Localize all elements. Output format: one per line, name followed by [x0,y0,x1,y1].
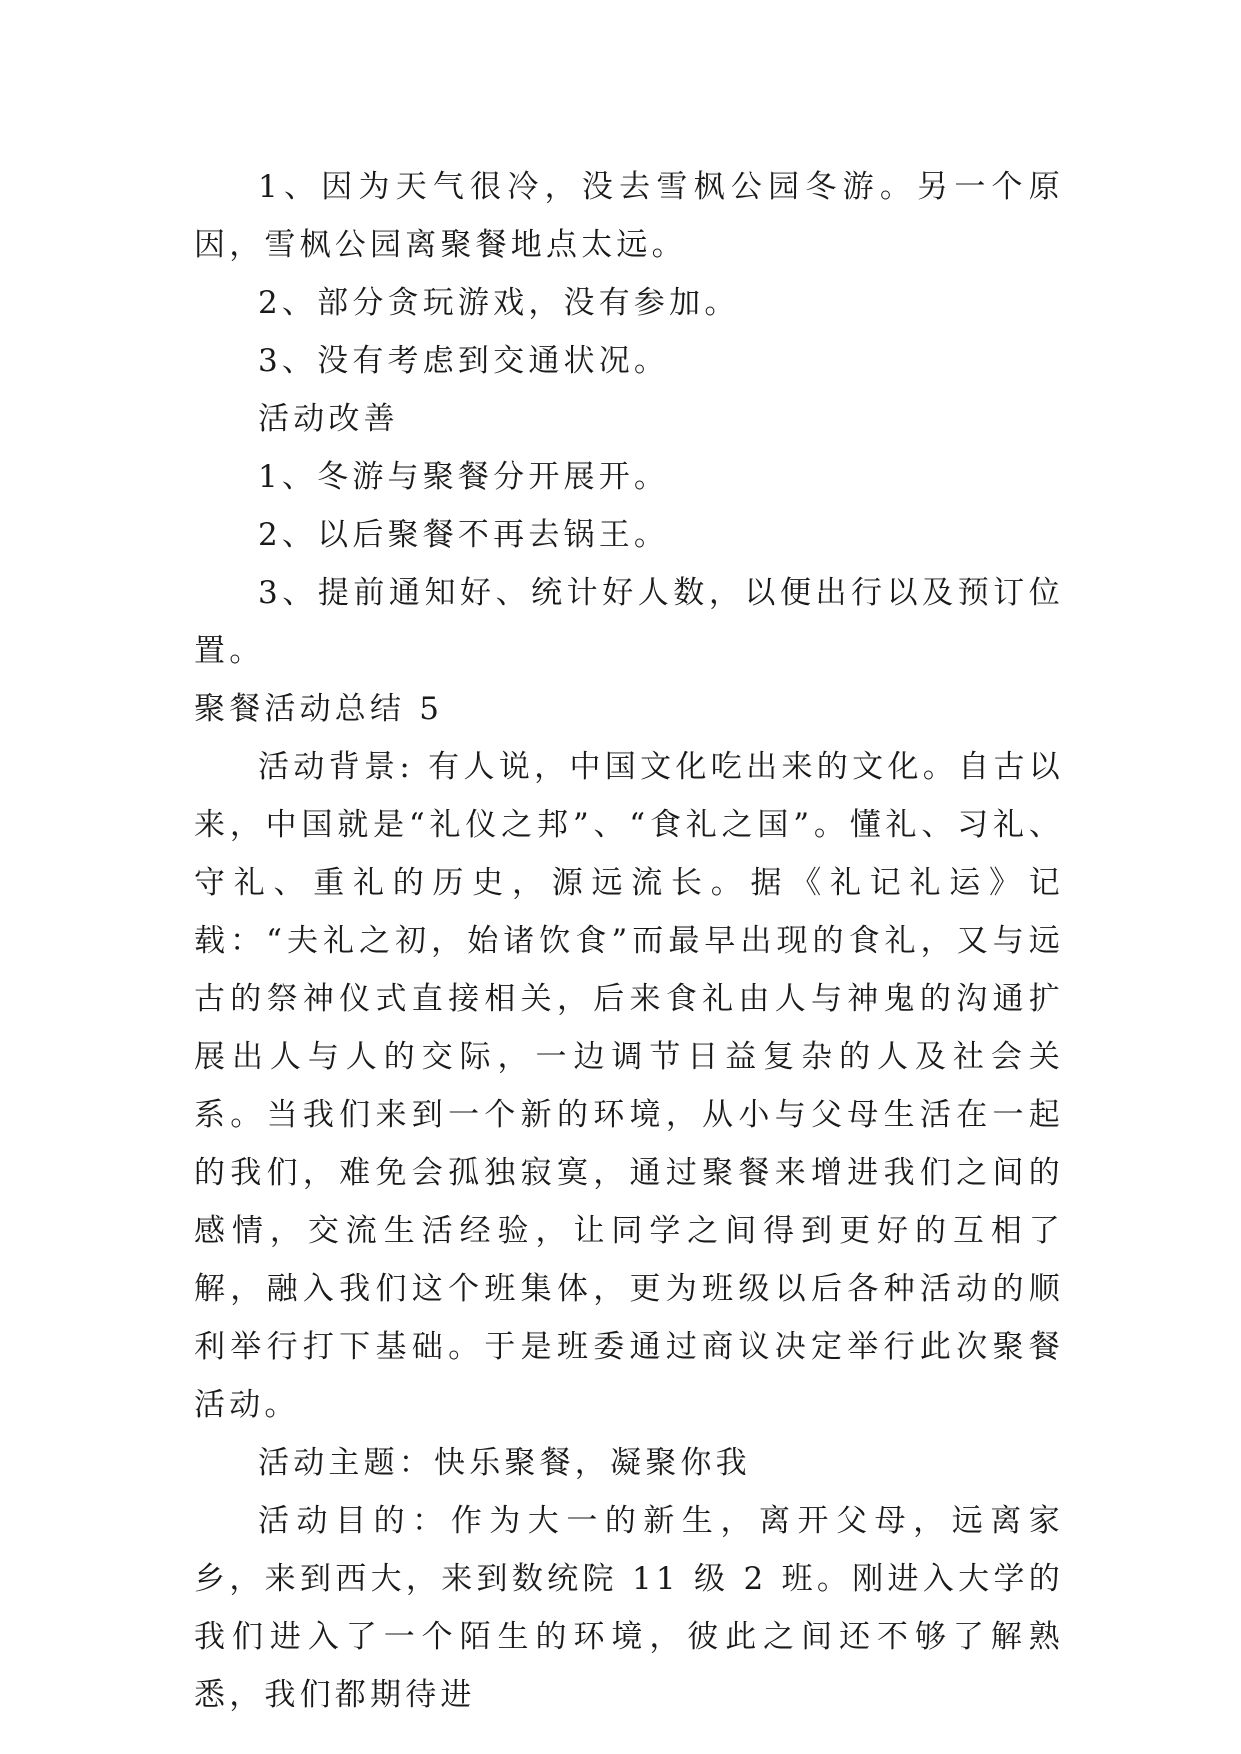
section-heading-improvement: 活动改善 [258,401,399,437]
paragraph-reason-2: 2、部分贪玩游戏，没有参加。 [258,285,740,321]
paragraph-reason-1: 1、因为天气很冷，没去雪枫公园冬游。另一个原因，雪枫公园离聚餐地点太远。 [194,169,1064,263]
paragraph-improvement-3: 3、提前通知好、统计好人数，以便出行以及预订位置。 [194,575,1064,669]
section-title-summary-5: 聚餐活动总结 5 [194,691,444,727]
paragraph-reason-3: 3、没有考虑到交通状况。 [258,343,670,379]
paragraph-improvement-2: 2、以后聚餐不再去锅王。 [258,517,670,553]
paragraph-background: 活动背景: 有人说，中国文化吃出来的文化。自古以来，中国就是“礼仪之邦”、“食礼之国”。懂礼、习礼、守礼、重礼的历史，源远流长。据《礼记礼运》记载：“夫礼之初，始诸饮食”而最早出现的食礼，又与远古的祭神仪式直接相关，后来食礼由人与神鬼的沟通扩展出人与人的交际，一边调节日益复杂的人及社会关系。当我们来到一个新的环境，从小与父母生活在一起的我们，难免会孤独寂寞，通过聚餐来增进我们之间的感情，交流生活经验，让同学之间得到更好的互相了解，融入我们这个班集体，更为班级以后各种活动的顺利举行打下基础。于是班委通过商议决定举行此次聚餐活动。 [194,749,1064,1423]
document-body [194,158,1064,1724]
paragraph-theme: 活动主题：快乐聚餐，凝聚你我 [258,1445,751,1481]
paragraph-purpose: 活动目的：作为大一的新生，离开父母，远离家乡，来到西大，来到数统院 11 级 2 班。刚进入大学的我们进入了一个陌生的环境，彼此之间还不够了解熟悉，我们都期待进 [194,1503,1064,1713]
paragraph-improvement-1: 1、冬游与聚餐分开展开。 [258,459,670,495]
